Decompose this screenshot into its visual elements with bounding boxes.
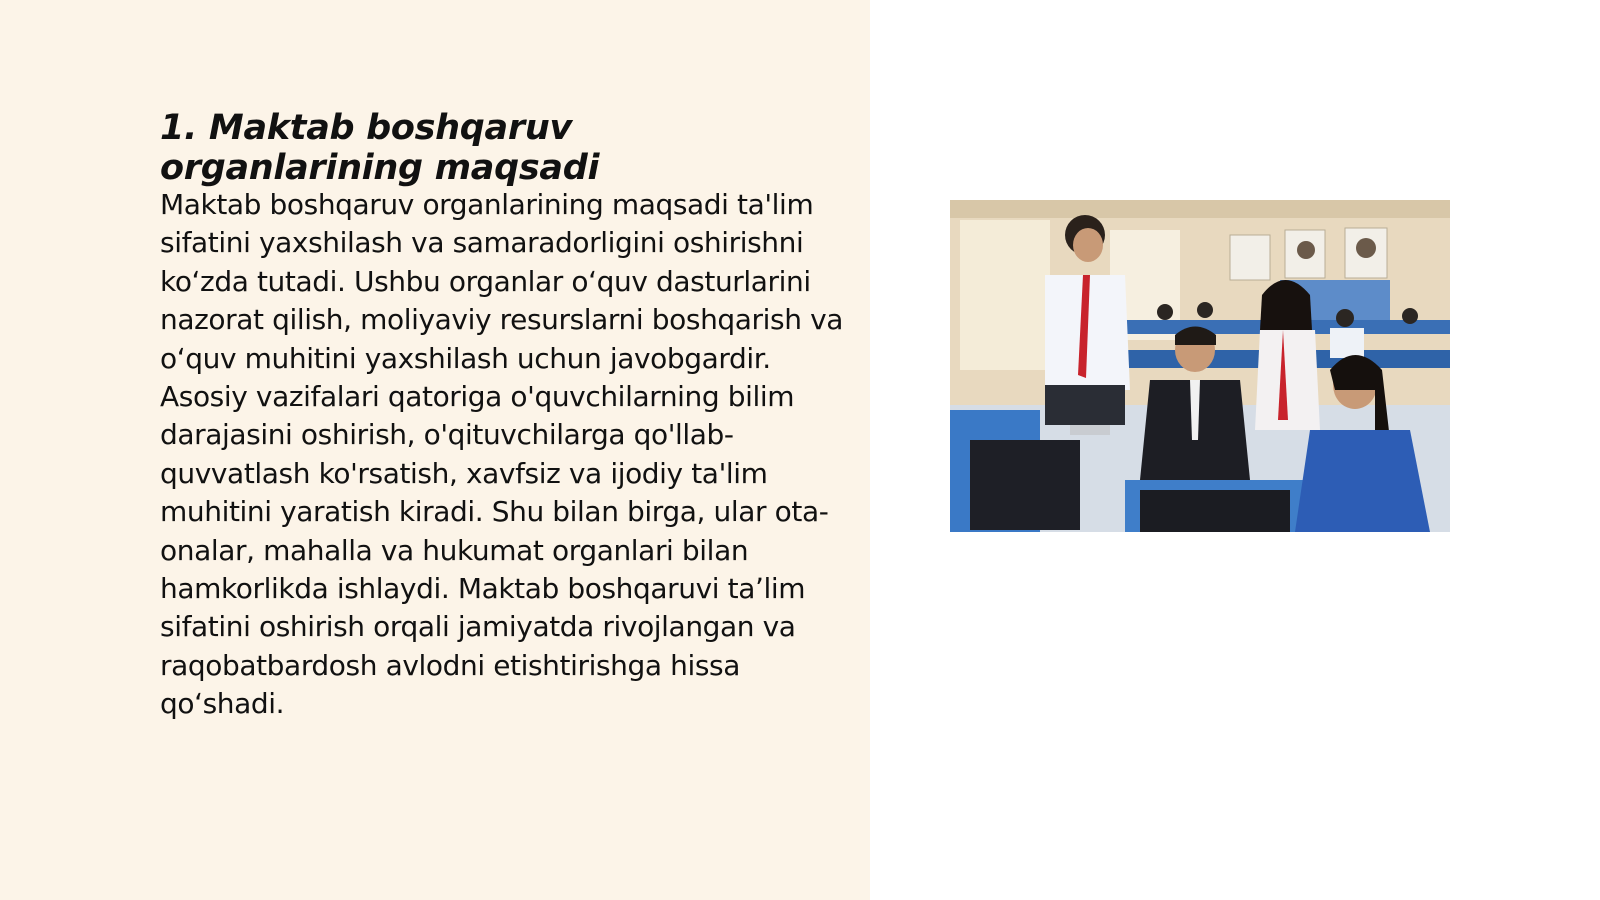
slide-title: 1. Maktab boshqaruv organlarining maqsadi <box>160 108 600 188</box>
classroom-photo <box>950 200 1450 532</box>
classroom-photo-icon <box>950 200 1450 532</box>
slide-body: Maktab boshqaruv organlarining maqsadi ta'lim sifatini yaxshilash va samaradorligini oshirishni koʻzda tutadi. Ushbu organlar oʻquv dasturlarini nazorat qilish, moliyaviy resurslarni boshqarish va oʻquv muhitini yaxshilash uchun javobgardir. Asosiy vazifalari qatoriga o'quvchilarning bilim darajasini oshirish, o'qituvchilarga qo'llab-quvvatlash ko'rsatish, xavfsiz va ijodiy ta'lim muhitini yaratish kiradi. Shu bilan birga, ular ota-onalar, mahalla va hukumat organlari bilan hamkorlikda ishlaydi. Maktab boshqaruvi taʼlim sifatini oshirish orqali jamiyatda rivojlangan va raqobatbardosh avlodni etishtirishga hissa qoʻshadi. <box>160 188 844 721</box>
